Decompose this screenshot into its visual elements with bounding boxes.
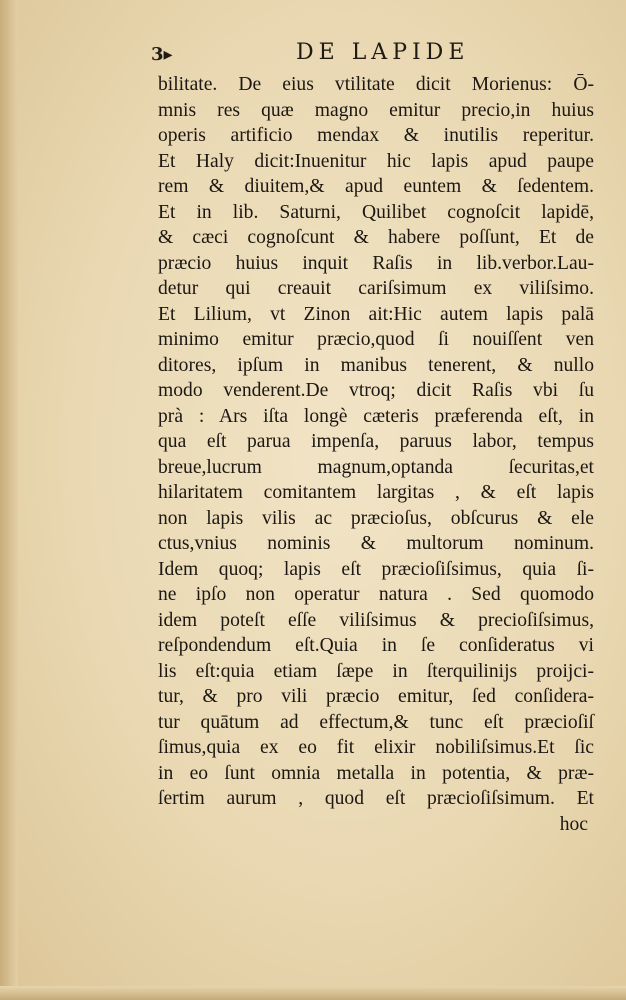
text-line: præcio huius inquit Raſis in lib.verbor.Lau- <box>158 252 594 274</box>
text-line: prà : Ars iſta longè cæteris præferenda eſt, in <box>158 405 594 427</box>
text-line: & cæci cognoſcunt & habere poſſunt, Et de <box>158 227 594 248</box>
text-line: mnis res quæ magno emitur precio,in huius <box>158 99 594 121</box>
text-line: ſimus,quia ex eo fit elixir nobiliſsimus.Et ſic <box>158 737 594 758</box>
text-line: breue,lucrum magnum,optanda ſecuritas,et <box>158 456 594 478</box>
text-line: operis artificio mendax & inutilis reperitur. <box>158 125 594 146</box>
body-text <box>158 72 594 837</box>
text-line: ne ipſo non operatur natura . Sed quomodo <box>158 584 594 605</box>
text-line: Et in lib. Saturni, Quilibet cognoſcit lapidē, <box>158 201 594 223</box>
text-line: reſpondendum eſt.Quia in ſe conſideratus vi <box>158 635 594 656</box>
text-line: non lapis vilis ac præcioſus, obſcurus & ele <box>158 507 594 529</box>
catchword: hoc <box>559 813 588 835</box>
text-line: Idem quoq; lapis eſt præcioſiſsimus, quia ſi- <box>158 558 594 580</box>
text-line: in eo ſunt omnia metalla in potentia, & præ- <box>158 762 594 784</box>
text-line: minimo emitur præcio,quod ſi nouiſſent ven <box>158 329 594 350</box>
page-number: 3▸ <box>151 44 173 65</box>
running-head: DE LAPIDE <box>296 40 470 65</box>
text-line: ſertim aurum , quod eſt præcioſiſsimum. Et <box>158 788 594 809</box>
text-line: Et Lilium, vt Zinon ait:Hic autem lapis palā <box>158 303 594 325</box>
text-line: tur quātum ad effectum,& tunc eſt præcioſiſ <box>158 711 594 733</box>
text-line: ctus,vnius nominis & multorum nominum. <box>158 533 594 554</box>
page-bottom-edge <box>0 986 626 1000</box>
page-gutter-shadow <box>0 0 18 1000</box>
text-line: ditores, ipſum in manibus tenerent, & nullo <box>158 354 594 376</box>
text-line: idem poteſt eſſe viliſsimus & precioſiſsimus, <box>158 609 594 631</box>
text-line: detur qui creauit cariſsimum ex viliſsimo. <box>158 278 594 299</box>
text-line: tur, & pro vili præcio emitur, ſed conſidera- <box>158 686 594 707</box>
text-line: rem & diuitem,& apud euntem & ſedentem. <box>158 176 594 197</box>
text-line: modo venderent.De vtroq; dicit Raſis vbi ſu <box>158 380 594 401</box>
text-line: lis eſt:quia etiam ſæpe in ſterquilinijs proijci- <box>158 660 594 682</box>
text-line: qua eſt parua impenſa, paruus labor, tempus <box>158 431 594 452</box>
text-line: bilitate. De eius vtilitate dicit Morienus: Ō- <box>158 74 594 95</box>
text-line: Et Haly dicit:Inuenitur hic lapis apud paupe <box>158 150 594 172</box>
text-line: hilaritatem comitantem largitas , & eſt lapis <box>158 482 594 503</box>
